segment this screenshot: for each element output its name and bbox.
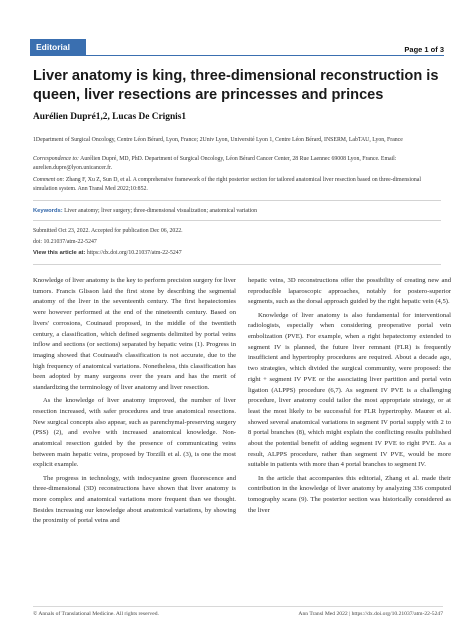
- keywords-label: Keywords:: [33, 208, 63, 214]
- section-tag: Editorial: [30, 39, 86, 55]
- article-dates: [33, 226, 443, 258]
- correspondence: [33, 155, 443, 173]
- page-indicator: Page 1 of 3: [404, 45, 444, 54]
- paragraph: In the article that accompanies this editorial, Zhang et al. made their contribution in the knowledge of liver anatomy by analyzing 336 computed tomography scans (9). The posterior section was historically considered as the liver: [248, 474, 451, 514]
- paragraph: The progress in technology, with indocyanine green fluorescence and three-dimensional (3D) reconstructions have shown that liver anatomy is more complex and anatomical variations more frequent than we thought. Besides increasing our knowledge about anatomical variations, by showing the proximity of portal veins and: [33, 474, 236, 525]
- header-rule: [30, 55, 444, 56]
- affiliations: 1Department of Surgical Oncology, Centre Léon Bérard, Lyon, France; 2Univ Lyon, Université Lyon 1, Centre Léon Bérard, INSERM, LabTAU, Lyon, France: [33, 137, 403, 143]
- paragraph: hepatic veins, 3D reconstructions offer the possibility of creating new and reproducible laparoscopic approaches, notably for postero-superior segments, such as the dorsal approach guided by the right hepatic vein (4,5).: [248, 277, 451, 306]
- view-article: [33, 248, 443, 259]
- comment-on: [33, 176, 443, 194]
- keywords-text: Liver anatomy; liver surgery; three-dimensional visualization; anatomical variation: [62, 208, 257, 214]
- correspondence-label: Correspondence to:: [33, 156, 79, 162]
- body-column-left: [33, 276, 236, 530]
- doi: doi: 10.21037/atm-22-5247: [33, 238, 97, 245]
- paragraph: As the knowledge of liver anatomy improved, the number of liver resection increased, with safer procedures and true anatomical resections. New surgical concepts also appear, such as parenchymal-preserving surgery (PSS) (2), and evolve with increased anatomical knowledge. Non-anatomical resection guided by the presence of communicating veins between main hepatic veins, proposed by Torzilli et al. (3), is one the most explicit example.: [33, 397, 236, 469]
- footer-rule: [33, 606, 443, 607]
- paragraph: Knowledge of liver anatomy is the key to perform precision surgery for liver tumors. Francis Glisson laid the first stone by describing the segmental anatomy of the liver in the seventeenth century. The first hepatectomies were however performed at the end of the nineteenth century. Based on livers' corrosions, Couinaud proposed, in the middle of the twentieth century, a classification, which defined segments delimited by portal veins inflow and sections (or sections) separated by hepatic veins (1). Progress in imaging showed that Couinaud's classification is not accurate, due to the high frequency of anatomical variations. Nonetheless, this classification has been adopted by many surgeons over the years and has the merit of standardizing the terminology of liver anatomy and liver resection.: [33, 277, 236, 392]
- view-url[interactable]: https://dx.doi.org/10.21037/atm-22-5247: [85, 249, 182, 256]
- keywords-top-rule: [33, 200, 441, 201]
- submission-dates: Submitted Oct 23, 2022. Accepted for publication Dec 06, 2022.: [33, 228, 183, 234]
- view-label: View this article at:: [33, 249, 86, 256]
- correspondence-text: Aurélien Dupré, MD, PhD. Department of Surgical Oncology, Léon Bérard Cancer Center, 28 Rue Laennec 69008 Lyon, France. Email: aurelien.dupre@lyon.unicancer.fr.: [33, 156, 397, 171]
- copyright-notice: © Annals of Translational Medicine. All rights reserved.: [33, 611, 159, 617]
- keywords: [33, 208, 443, 214]
- comment-label: Comment on:: [33, 177, 65, 183]
- keywords-bottom-rule: [33, 220, 441, 221]
- dates-bottom-rule: [33, 264, 441, 265]
- author-list: Aurélien Dupré1,2, Lucas De Crignis1: [33, 112, 187, 122]
- body-column-right: [248, 276, 451, 519]
- paragraph: Knowledge of liver anatomy is also fundamental for interventional radiologists, especially when considering preoperative portal vein embolization (PVE). For example, when a right hepatectomy extended to segment IV is planned, the future liver remnant (FLR) is frequently insufficient and hypertrophy procedures are required. About a decade ago, two strategies, which divided the surgical community, were proposed: the right + segment IV PVE or the associating liver partition and portal vein ligation (ALPPS) procedure (6,7). As segment IV PVE is a challenging procedure, liver anatomy could tailor the most appropriate strategy, or at least the most likely to be successful for FLR hypertrophy. Maurer et al. showed several anatomical variations in segment IV portal supply with 2 to 8 portal branches (8), which might explain the conflicting results published about the potential benefit of adding segment IV PVE to right PVE. As a result, ALPPS procedure, rather than segment IV PVE, would be more suitable in patients with more than 4 portal branches to segment IV.: [248, 311, 451, 469]
- journal-reference: Ann Transl Med 2022 | https://dx.doi.org/10.21037/atm-22-5247: [298, 611, 443, 617]
- article-title: Liver anatomy is king, three-dimensional reconstruction is queen, liver resections are princesses and princes: [33, 68, 439, 103]
- comment-text: Zhang F, Xu Z, Sun D, et al. A comprehensive framework of the right posterior section for tailored anatomical liver resection based on three-dimensional simulation system. Ann Transl Med 2022;10:852.: [33, 177, 421, 192]
